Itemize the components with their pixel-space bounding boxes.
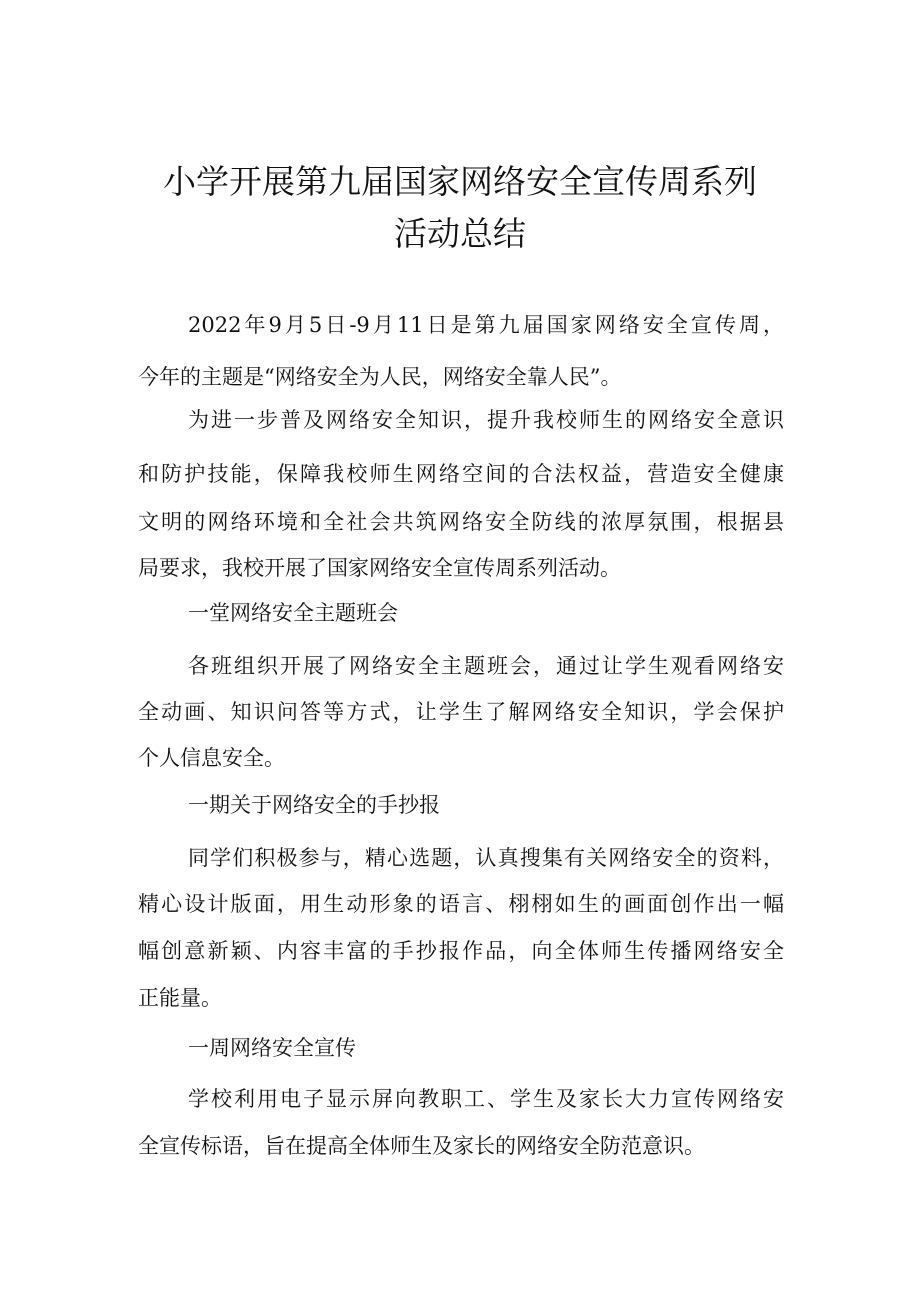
document-title-line-1: 小学开展第九届国家网络安全宣传周系列 [163,162,757,201]
paragraph-line: 精心设计版面，用生动形象的语言、栩栩如生的画面创作出一幅 [138,892,784,916]
paragraph-line: 学校利用电子显示屏向教职工、学生及家长大力宣传网络安 [188,1087,784,1111]
paragraph-line: 各班组织开展了网络安全主题班会，通过让学生观看网络安 [188,654,784,678]
paragraph-line: 幅创意新颖、内容丰富的手抄报作品，向全体师生传播网络安全 [138,939,784,963]
paragraph-line: 全宣传标语，旨在提高全体师生及家长的网络安全防范意识。 [138,1134,705,1158]
paragraph-line: 今年的主题是“网络安全为人民，网络安全靠人民”。 [138,365,622,389]
paragraph-line: 全动画、知识问答等方式，让学生了解网络安全知识，学会保护 [138,700,784,724]
section-heading: 一周网络安全宣传 [188,1036,356,1060]
paragraph-line: 局要求，我校开展了国家网络安全宣传周系列活动。 [138,556,621,580]
section-heading: 一堂网络安全主题班会 [188,601,398,625]
paragraph-line: 为进一步普及网络安全知识，提升我校师生的网络安全意识 [188,408,784,432]
paragraph-line: 同学们积极参与，精心选题，认真搜集有关网络安全的资料， [188,846,784,870]
paragraph-line: 2022年9月5日-9月11日是第九届国家网络安全宣传周， [188,313,784,337]
paragraph-line: 和防护技能，保障我校师生网络空间的合法权益，营造安全健康 [138,462,784,486]
document-title-line-2: 活动总结 [394,214,526,253]
section-heading: 一期关于网络安全的手抄报 [188,793,440,817]
paragraph-line: 正能量。 [138,986,222,1010]
paragraph-line: 个人信息安全。 [138,746,285,770]
paragraph-line: 文明的网络环境和全社会共筑网络安全防线的浓厚氛围，根据县 [138,510,784,534]
